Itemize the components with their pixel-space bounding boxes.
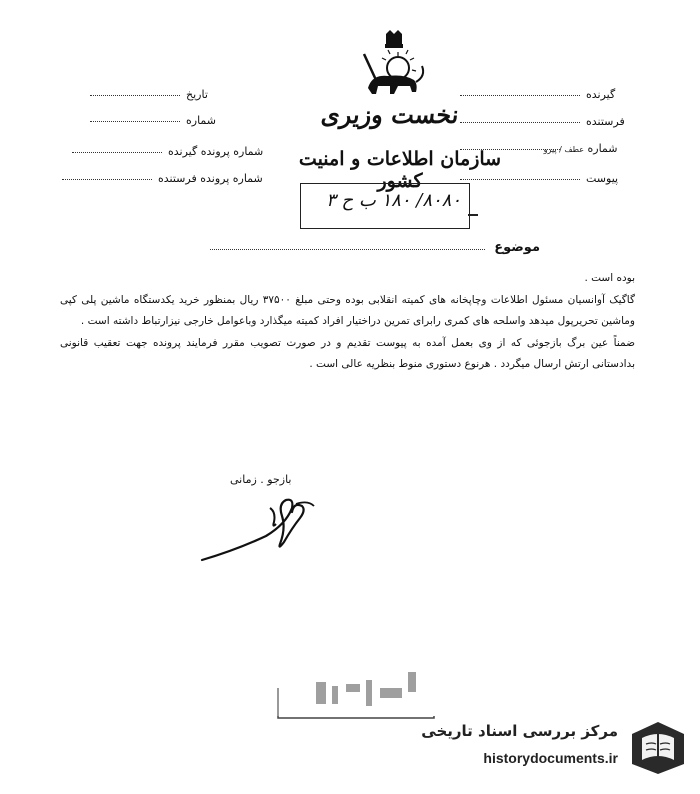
lion-and-sun-emblem-icon [358,30,430,102]
interrogator-name: بازجو . زمانی [230,473,292,486]
dotted-line [460,95,580,96]
faded-stamp [276,668,436,720]
archive-logo-icon [628,720,688,776]
ministry-title: نخست وزیری [319,100,461,129]
field-note: عطف / پیرو [543,144,584,154]
dotted-line [72,152,162,153]
subject-label: موضوع [494,240,540,255]
field-label: گیرنده [586,88,616,101]
field-label: پیوست [586,172,619,185]
body-paragraph: گاگیک آوانسیان مسئول اطلاعات وچاپخانه های کمیته انقلابی بوده وحتی مبلغ ۳۷۵۰۰ ریال بمنظور خرید یکدستگاه ماشین پلی کپی وماشین تحریرپول میدهد واسلحه های کمری رابرای تمرین دراختیار افراد کمیته میگذارد وباعوامل خارجی نیزارتباط داشته است . [60,293,635,327]
archive-name: مرکز بررسی اسناد تاریخی [421,722,618,740]
dotted-line [460,122,580,123]
body-paragraph: بوده است . [584,272,635,284]
reference-stamp-box [300,183,470,229]
field-label: تاریخ [186,88,208,101]
field-label: شماره [186,114,217,127]
sender-file-number-field [62,172,263,185]
field-label: شماره پرونده گیرنده [168,145,264,158]
reference-tick [468,214,478,216]
sender-field [460,115,625,128]
attachment-field [460,172,618,185]
handwritten-signature [196,488,326,566]
date-field [90,88,208,101]
archive-url: historydocuments.ir [483,750,618,766]
subject-field [210,240,540,255]
dotted-line [90,95,180,96]
dotted-line [210,249,485,250]
recipient-field [460,88,615,101]
field-label: شماره پرونده فرستنده [158,172,263,185]
letter-body [60,268,635,376]
field-label: شماره [587,142,618,155]
archive-watermark [402,718,692,778]
reference-number-field [460,142,618,155]
field-label: فرستنده [586,115,625,128]
organization-name: سازمان اطلاعات و امنیت کشور [298,148,502,192]
dotted-line [90,121,180,122]
dotted-line [460,179,580,180]
reference-number: ۸۰۸۰/ ۱۸۰ ب ح ۳ [326,190,461,211]
body-paragraph: ضمناً عین برگ بازجوئی که از وی بعمل آمده به پیوست تقدیم و در صورت تصویب مقرر فرمایند پرونده جهت تعقیب قانونی بدادستانی ارتش ارسال میگردد . هرنوع دستوری منوط بنظریه عالی است . [60,336,635,370]
number-field [90,114,216,127]
recipient-file-number-field [72,145,263,158]
dotted-line [62,179,152,180]
